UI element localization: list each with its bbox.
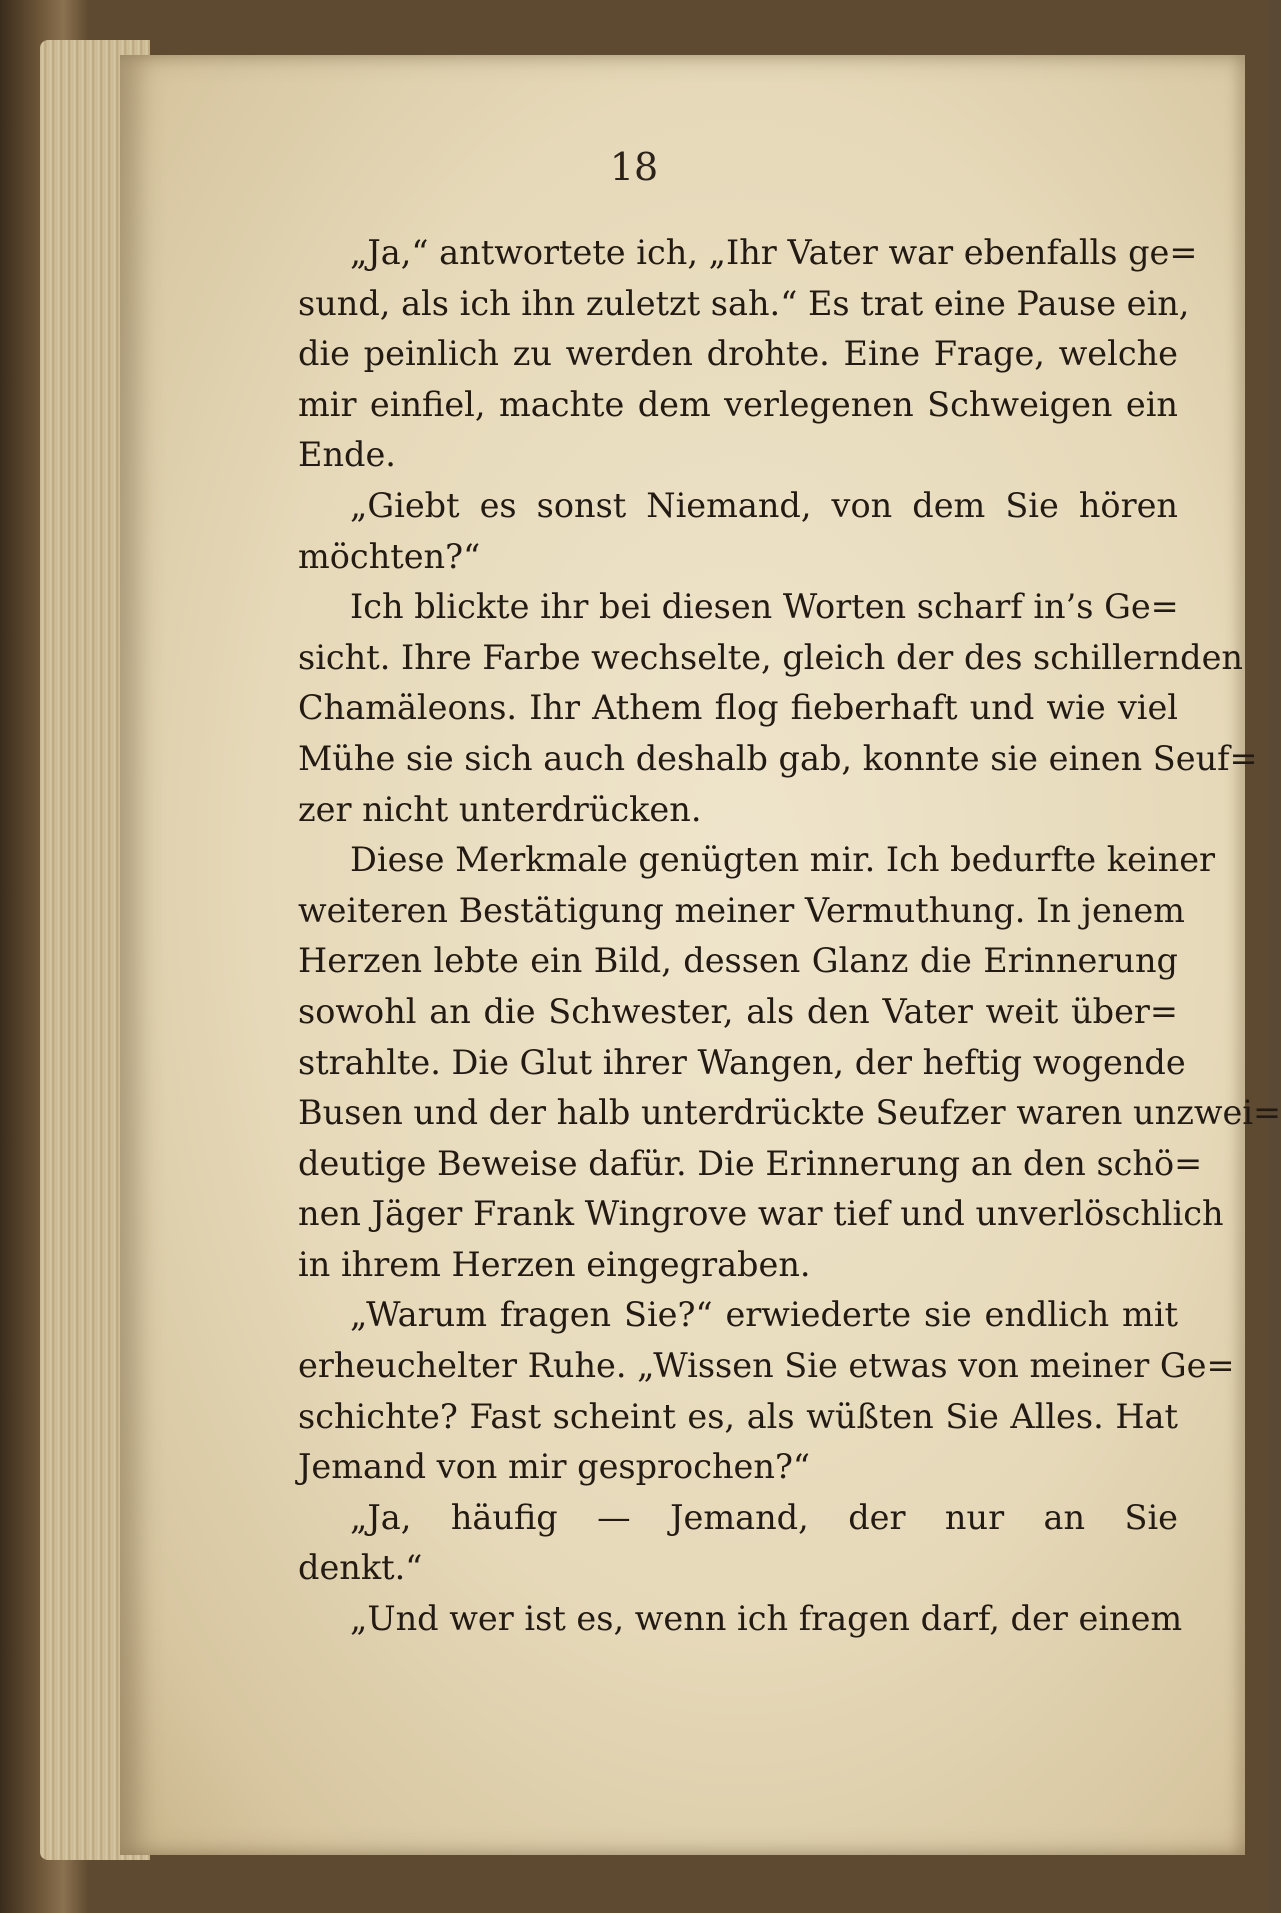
text-line: weiteren Bestätigung meiner Vermuthung. In jenem <box>298 890 1185 930</box>
text-line: „Ja,“ antwortete ich, „Ihr Vater war ebenfalls ge= <box>350 233 1198 272</box>
text-line: Ich blickte ihr bei diesen Worten scharf in’s Ge= <box>350 587 1179 627</box>
text-line: Diese Merkmale genügten mir. Ich bedurfte keiner <box>350 840 1216 880</box>
text-line: Chamäleons. Ihr Athem flog fieberhaft und wie viel <box>298 688 1178 728</box>
text-line: zer nicht unterdrücken. <box>298 789 702 829</box>
text-line: sicht. Ihre Farbe wechselte, gleich der des schillernden <box>298 637 1243 677</box>
text-line: „Und wer ist es, wenn ich fragen darf, der einem <box>350 1599 1183 1639</box>
text-line: Ende. <box>298 435 396 475</box>
text-line: die peinlich zu werden drohte. Eine Frage, welche <box>298 334 1178 374</box>
text-line: möchten?“ <box>298 536 481 576</box>
text-line: erheuchelter Ruhe. „Wissen Sie etwas von meiner Ge= <box>298 1346 1235 1386</box>
text-line: sund, als ich ihn zuletzt sah.“ Es trat eine Pause ein, <box>298 283 1190 323</box>
text-line: nen Jäger Frank Wingrove war tief und unverlöschlich <box>298 1194 1224 1234</box>
text-line: „Ja, häufig — Jemand, der nur an Sie <box>350 1497 1178 1537</box>
text-line: in ihrem Herzen eingegraben. <box>298 1244 811 1284</box>
text-line: schichte? Fast scheint es, als wüßten Sie Alles. Hat <box>298 1396 1178 1436</box>
text-line: mir einfiel, machte dem verlegenen Schweigen ein <box>298 384 1178 424</box>
text-line: Mühe sie sich auch deshalb gab, konnte sie einen Seuf= <box>298 738 1258 778</box>
page-text <box>298 228 1281 1645</box>
text-line: deutige Beweise dafür. Die Erinnerung an den schö= <box>298 1143 1203 1183</box>
page-number: 18 <box>609 145 659 189</box>
text-line: „Giebt es sonst Niemand, von dem Sie hören <box>350 485 1178 525</box>
text-line: strahlte. Die Glut ihrer Wangen, der heftig wogende <box>298 1042 1186 1082</box>
text-line: Busen und der halb unterdrückte Seufzer waren unzwei= <box>298 1093 1281 1133</box>
text-line: denkt.“ <box>298 1548 423 1588</box>
text-line: Herzen lebte ein Bild, dessen Glanz die Erinnerung <box>298 941 1178 981</box>
text-line: „Warum fragen Sie?“ erwiederte sie endlich mit <box>350 1295 1178 1335</box>
text-line: Jemand von mir gesprochen?“ <box>298 1447 811 1487</box>
text-line: sowohl an die Schwester, als den Vater weit über= <box>298 991 1178 1031</box>
